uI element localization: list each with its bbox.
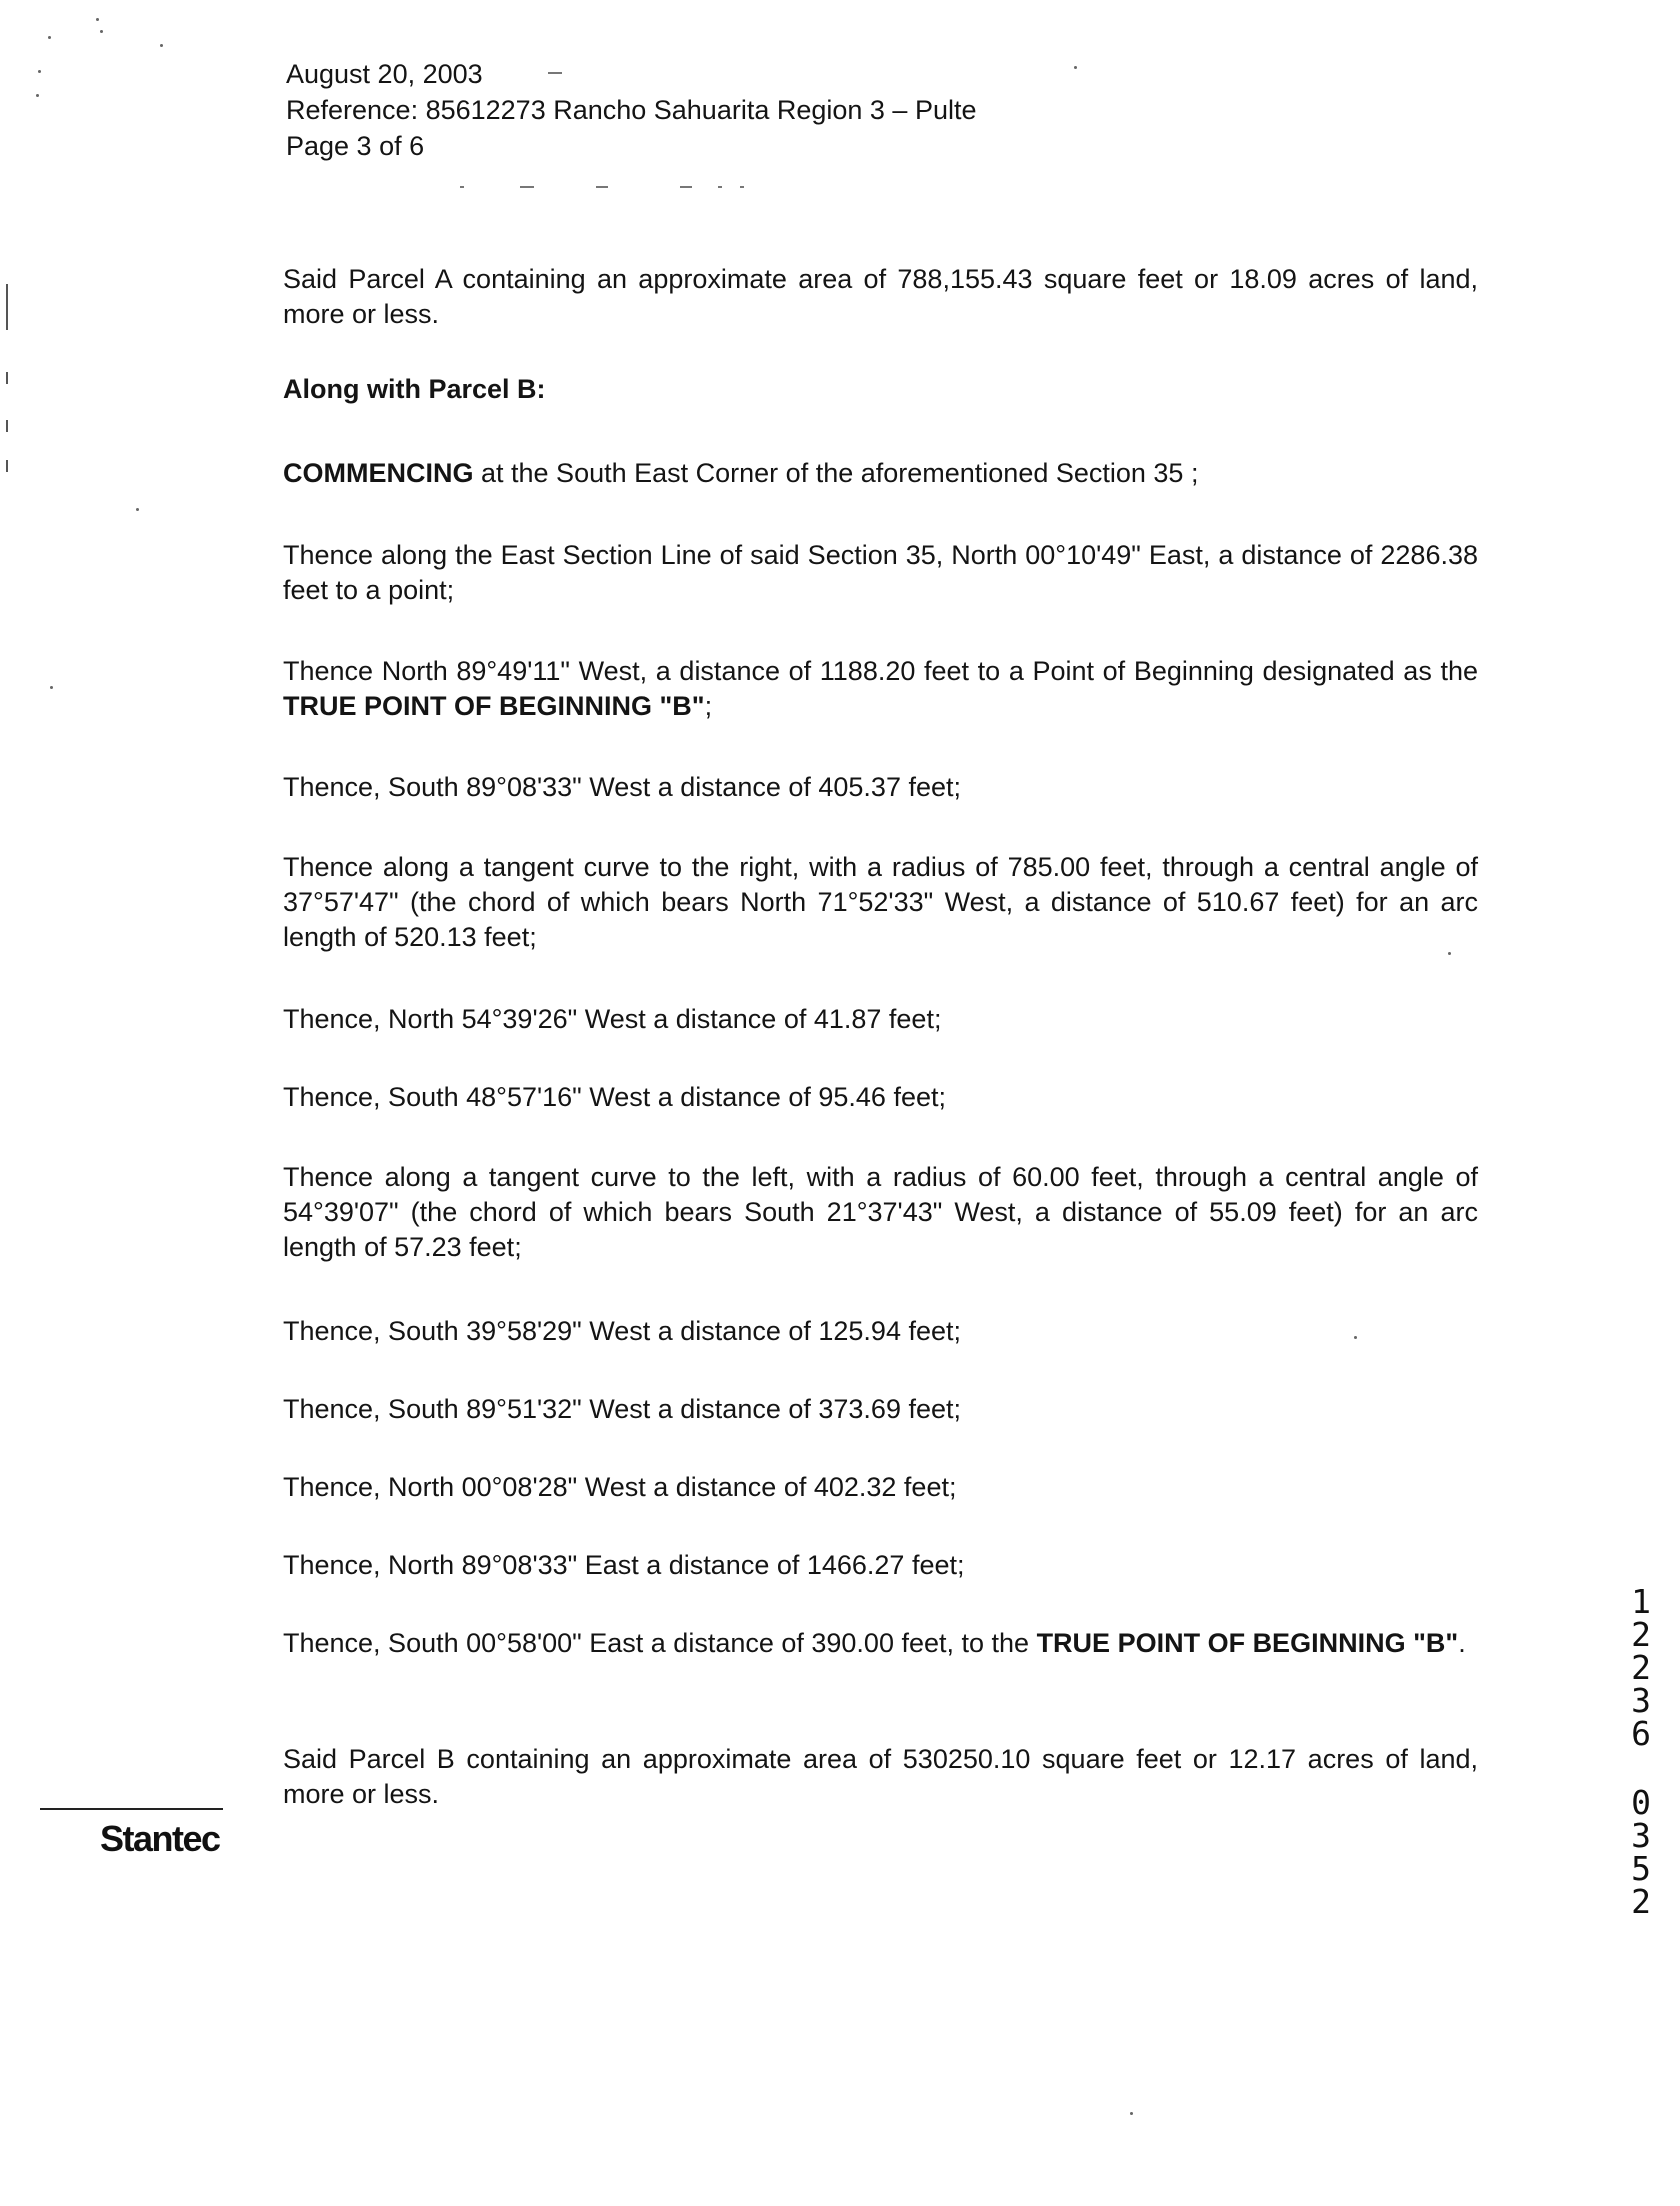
stamp-digit: 1 (1631, 1582, 1651, 1621)
header-page-number: Page 3 of 6 (286, 131, 425, 161)
closing-course-paragraph (283, 1626, 1478, 1661)
scan-speck (96, 18, 99, 21)
commencing-text: at the South East Corner of the aforementioned Section 35 ; (473, 458, 1199, 488)
recording-number-stamp (1626, 1582, 1656, 1921)
parcel-b-heading: Along with Parcel B: (283, 374, 546, 404)
margin-mark (6, 420, 8, 432)
scan-speck (36, 94, 39, 97)
scan-speck (50, 686, 53, 689)
stamp-gap (1626, 1750, 1656, 1786)
course-paragraph: Thence, South 89°51'32" West a distance of 373.69 feet; (283, 1394, 961, 1424)
point-of-beginning-paragraph (283, 654, 1478, 724)
course-paragraph: Thence, North 54°39'26" West a distance of 41.87 feet; (283, 1004, 942, 1034)
scan-speck (136, 508, 139, 511)
commencing-label: COMMENCING (283, 458, 474, 488)
parcel-b-area-paragraph: Said Parcel B containing an approximate area of 530250.10 square feet or 12.17 acres of land, more or less. (283, 1744, 1478, 1809)
commencing-paragraph (283, 456, 1478, 491)
closing-course-text: Thence, South 00°58'00" East a distance of 390.00 feet, to the (283, 1628, 1037, 1658)
stamp-digit: 3 (1631, 1681, 1651, 1720)
pob-end: ; (704, 691, 713, 721)
stamp-digit: 3 (1631, 1816, 1651, 1855)
stamp-digit: 0 (1631, 1783, 1651, 1822)
curve-paragraph: Thence along a tangent curve to the left, with a radius of 60.00 feet, through a central angle of 54°39'07" (the chord of which bears South 21°37'43" West, a distance of 55.09 feet) for an arc length of 57.23 feet; (283, 1162, 1478, 1262)
scan-dash (460, 186, 464, 188)
curve-paragraph: Thence along a tangent curve to the right, with a radius of 785.00 feet, through a central angle of 37°57'47" (the chord of which bears North 71°52'33" West, a distance of 510.67 feet) for an arc length of 520.13 feet; (283, 852, 1478, 952)
closing-course-end: . (1458, 1628, 1466, 1658)
scan-speck (38, 70, 41, 73)
course-paragraph: Thence, South 39°58'29" West a distance of 125.94 feet; (283, 1316, 961, 1346)
closing-pob-label: TRUE POINT OF BEGINNING "B" (1036, 1628, 1459, 1658)
margin-mark (6, 372, 8, 384)
logo-rule (40, 1808, 223, 1810)
scan-dash (740, 186, 744, 188)
scan-dash (520, 186, 534, 188)
course-paragraph: Thence, South 89°08'33" West a distance of 405.37 feet; (283, 772, 961, 802)
pob-label: TRUE POINT OF BEGINNING "B" (283, 691, 705, 721)
scan-speck (1130, 2112, 1133, 2115)
course-paragraph: Thence, North 89°08'33" East a distance of 1466.27 feet; (283, 1550, 965, 1580)
scan-dash (680, 186, 692, 188)
scan-dash (718, 186, 722, 188)
header-reference: Reference: 85612273 Rancho Sahuarita Region 3 – Pulte (286, 95, 977, 125)
course-paragraph: Thence, South 48°57'16" West a distance of 95.46 feet; (283, 1082, 946, 1112)
scan-speck (100, 30, 103, 33)
parcel-a-area-paragraph: Said Parcel A containing an approximate area of 788,155.43 square feet or 18.09 acres of land, more or less. (283, 264, 1478, 329)
stamp-digit: 2 (1631, 1615, 1651, 1654)
company-logo: Stantec (100, 1818, 220, 1859)
header-date: August 20, 2003 (286, 59, 483, 89)
document-header (286, 56, 1106, 164)
margin-mark (6, 284, 8, 330)
stamp-digit: 5 (1631, 1849, 1651, 1888)
scan-dash (596, 186, 608, 188)
stamp-digit: 2 (1631, 1882, 1651, 1921)
scan-speck (48, 36, 51, 39)
course-paragraph: Thence along the East Section Line of said Section 35, North 00°10'49" East, a distance of 2286.38 feet to a point; (283, 540, 1478, 605)
stamp-digit: 2 (1631, 1648, 1651, 1687)
course-paragraph: Thence, North 00°08'28" West a distance of 402.32 feet; (283, 1472, 957, 1502)
stamp-digit: 6 (1631, 1714, 1651, 1753)
margin-mark (6, 460, 8, 472)
scan-speck (160, 44, 163, 47)
pob-text: Thence North 89°49'11" West, a distance of 1188.20 feet to a Point of Beginning designated as the (283, 656, 1478, 686)
